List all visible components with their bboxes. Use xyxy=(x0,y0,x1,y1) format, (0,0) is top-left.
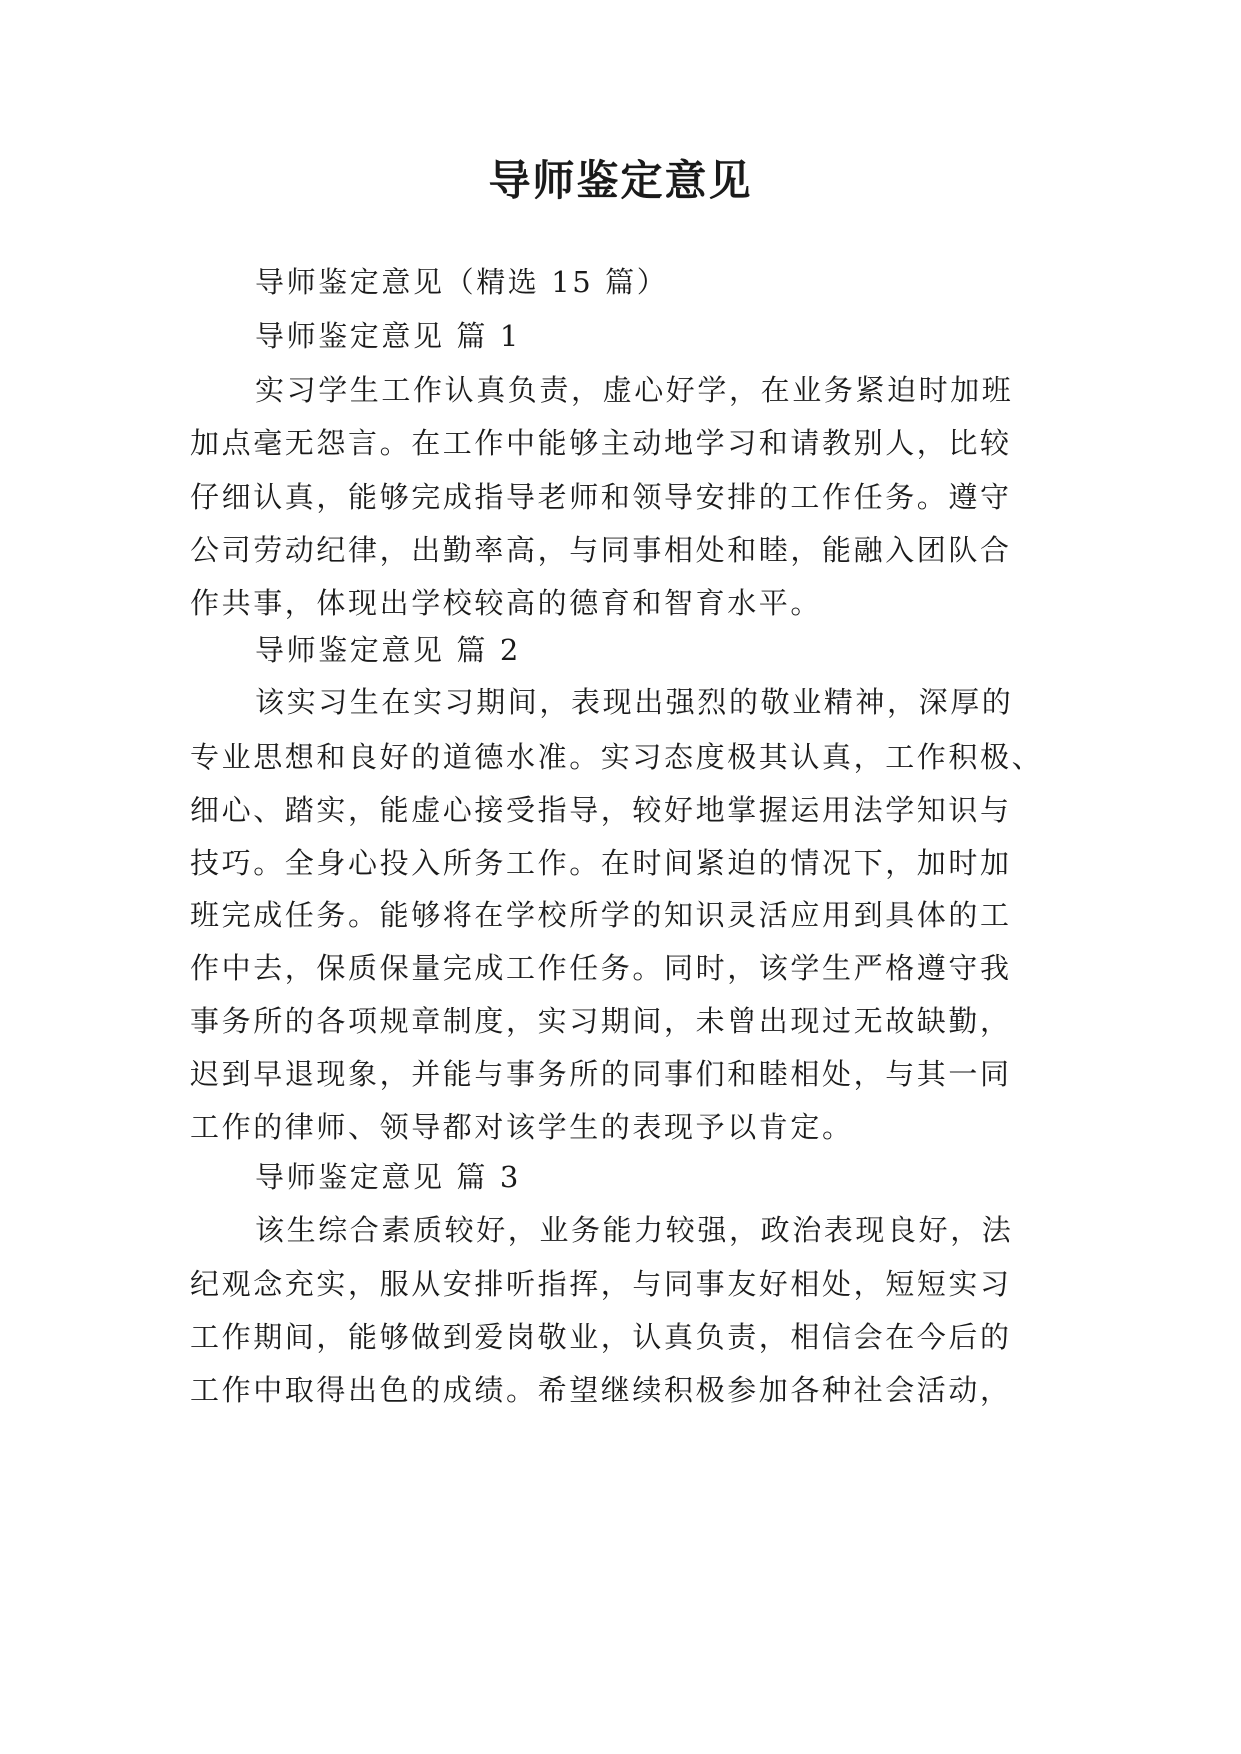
paragraph-line: 作共事，体现出学校较高的德育和智育水平。 xyxy=(190,586,823,620)
paragraph-line: 实习学生工作认真负责，虚心好学，在业务紧迫时加班 xyxy=(255,373,1014,407)
paragraph-line: 专业思想和良好的道德水准。实习态度极其认真，工作积极、 xyxy=(190,740,1044,774)
paragraph-line: 公司劳动纪律，出勤率高，与同事相处和睦，能融入团队合 xyxy=(190,533,1012,567)
paragraph-line: 该生综合素质较好，业务能力较强，政治表现良好，法 xyxy=(255,1213,1014,1247)
section-heading-3: 导师鉴定意见 篇 3 xyxy=(255,1160,521,1194)
paragraph-line: 加点毫无怨言。在工作中能够主动地学习和请教别人，比较 xyxy=(190,426,1012,460)
section-heading-2: 导师鉴定意见 篇 2 xyxy=(255,633,521,667)
paragraph-line: 工作的律师、领导都对该学生的表现予以肯定。 xyxy=(190,1110,854,1144)
document-title: 导师鉴定意见 xyxy=(488,156,753,205)
paragraph-line: 该实习生在实习期间，表现出强烈的敬业精神，深厚的 xyxy=(255,685,1014,719)
paragraph-line: 纪观念充实，服从安排听指挥，与同事友好相处，短短实习 xyxy=(190,1267,1012,1301)
paragraph-line: 仔细认真，能够完成指导老师和领导安排的工作任务。遵守 xyxy=(190,480,1012,514)
document-subtitle: 导师鉴定意见（精选 15 篇） xyxy=(255,265,669,299)
paragraph-line: 细心、踏实，能虚心接受指导，较好地掌握运用法学知识与 xyxy=(190,793,1012,827)
paragraph-line: 迟到早退现象，并能与事务所的同事们和睦相处，与其一同 xyxy=(190,1057,1012,1091)
paragraph-line: 工作中取得出色的成绩。希望继续积极参加各种社会活动， xyxy=(190,1373,1012,1407)
paragraph-line: 事务所的各项规章制度，实习期间，未曾出现过无故缺勤， xyxy=(190,1004,1012,1038)
paragraph-line: 技巧。全身心投入所务工作。在时间紧迫的情况下，加时加 xyxy=(190,846,1012,880)
paragraph-line: 作中去，保质保量完成工作任务。同时，该学生严格遵守我 xyxy=(190,951,1012,985)
paragraph-line: 工作期间，能够做到爱岗敬业，认真负责，相信会在今后的 xyxy=(190,1320,1012,1354)
paragraph-line: 班完成任务。能够将在学校所学的知识灵活应用到具体的工 xyxy=(190,898,1012,932)
section-heading-1: 导师鉴定意见 篇 1 xyxy=(255,319,521,353)
